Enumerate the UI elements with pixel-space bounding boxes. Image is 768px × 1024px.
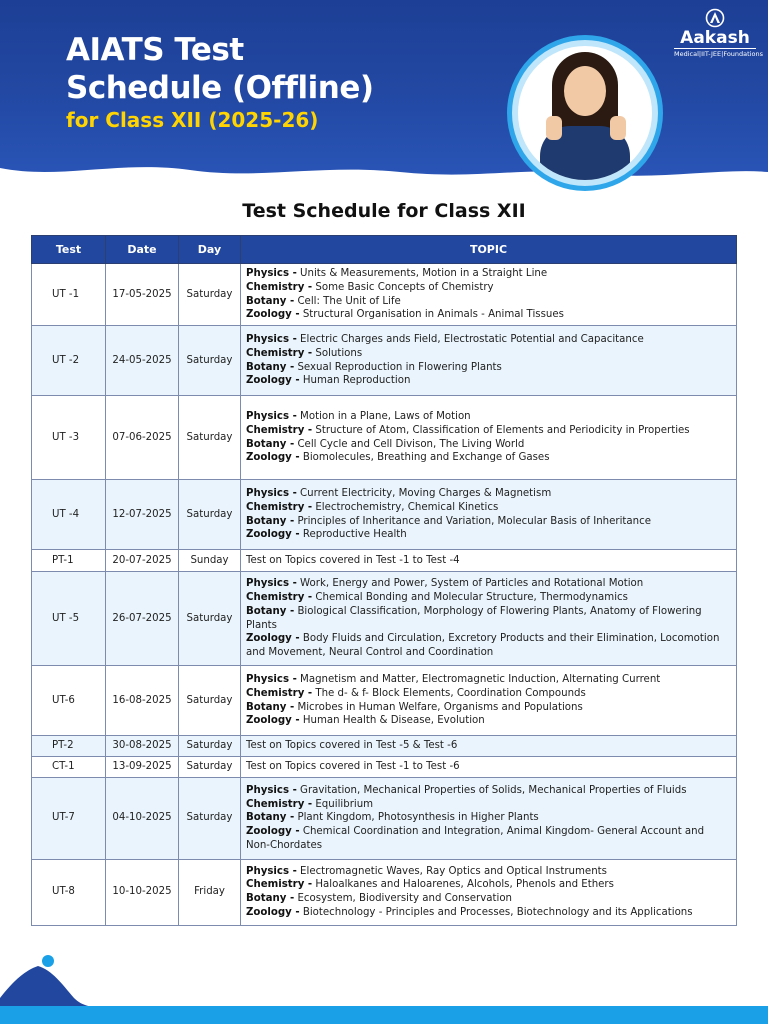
topic-text: Haloalkanes and Haloarenes, Alcohols, Phenols and Ethers xyxy=(315,879,614,891)
topic-line xyxy=(246,577,731,591)
topic-line xyxy=(246,374,731,388)
topic-text: Solutions xyxy=(315,347,363,359)
subject-label: Physics - xyxy=(246,268,297,279)
schedule-body xyxy=(32,264,737,926)
topic-line xyxy=(246,554,731,568)
subject-label: Chemistry - xyxy=(246,687,313,699)
topic-text: Magnetism and Matter, Electromagnetic Induction, Alternating Current xyxy=(300,674,661,686)
topic-line xyxy=(246,424,731,438)
subject-label: Chemistry - xyxy=(246,879,313,891)
table-row xyxy=(32,666,737,736)
topic-line xyxy=(246,501,731,515)
test-cell: UT -2 xyxy=(32,326,106,396)
date-cell: 07-06-2025 xyxy=(106,396,179,480)
topic-line xyxy=(246,451,731,465)
test-cell: CT-1 xyxy=(32,756,106,777)
topic-cell xyxy=(241,396,737,480)
topic-cell xyxy=(241,736,737,757)
day-cell: Friday xyxy=(179,859,241,925)
topic-text: Gravitation, Mechanical Properties of Solids, Mechanical Properties of Fluids xyxy=(300,784,687,796)
topic-line xyxy=(246,811,731,825)
test-cell: UT -3 xyxy=(32,396,106,480)
schedule-table xyxy=(31,235,737,926)
topic-text: Chemical Coordination and Integration, Animal Kingdom- General Account and Non-Chordates xyxy=(246,826,705,851)
page-title-line1: AIATS Test xyxy=(66,32,244,68)
topic-line xyxy=(246,295,731,309)
day-cell: Saturday xyxy=(179,666,241,736)
topic-line xyxy=(246,528,731,542)
day-cell: Saturday xyxy=(179,572,241,666)
topic-text: Ecosystem, Biodiversity and Conservation xyxy=(297,893,513,905)
topic-line xyxy=(246,361,731,375)
topic-cell xyxy=(241,756,737,777)
topic-line xyxy=(246,267,731,281)
topic-cell xyxy=(241,777,737,859)
topic-text: Equilibrium xyxy=(315,798,374,810)
topic-text: Human Reproduction xyxy=(302,375,411,387)
table-row xyxy=(32,264,737,326)
test-cell: UT-8 xyxy=(32,859,106,925)
subject-label: Botany - xyxy=(246,605,295,617)
date-cell: 10-10-2025 xyxy=(106,859,179,925)
topic-text: Motion in a Plane, Laws of Motion xyxy=(300,411,471,423)
subject-label: Botany - xyxy=(246,812,295,824)
subject-label: Botany - xyxy=(246,515,295,527)
topic-text: Sexual Reproduction in Flowering Plants xyxy=(297,361,502,373)
topic-line xyxy=(246,892,731,906)
subject-label: Chemistry - xyxy=(246,424,313,436)
topic-text: Cell Cycle and Cell Divison, The Living World xyxy=(297,438,525,450)
topic-text: Test on Topics covered in Test -1 to Test -4 xyxy=(246,554,460,566)
topic-text: Reproductive Health xyxy=(302,529,407,541)
topic-line xyxy=(246,410,731,424)
day-cell: Saturday xyxy=(179,480,241,550)
topic-cell xyxy=(241,572,737,666)
subject-label: Botany - xyxy=(246,893,295,905)
day-cell: Saturday xyxy=(179,396,241,480)
day-cell: Saturday xyxy=(179,326,241,396)
date-cell: 20-07-2025 xyxy=(106,550,179,572)
topic-text: Biological Classification, Morphology of Flowering Plants, Anatomy of Flowering Plants xyxy=(246,605,702,631)
topic-text: The d- & f- Block Elements, Coordination Compounds xyxy=(315,687,586,699)
table-header-row xyxy=(32,236,737,264)
person-face-shape xyxy=(564,66,606,116)
day-cell: Saturday xyxy=(179,264,241,326)
topic-line xyxy=(246,591,731,605)
subject-label: Chemistry - xyxy=(246,347,313,359)
topic-line xyxy=(246,865,731,879)
subject-label: Physics - xyxy=(246,784,297,796)
topic-cell xyxy=(241,480,737,550)
test-cell: UT-7 xyxy=(32,777,106,859)
subject-label: Botany - xyxy=(246,438,295,450)
topic-text: Electric Charges ands Field, Electrostatic Potential and Capacitance xyxy=(300,334,644,346)
footer-wave xyxy=(0,940,768,1024)
day-cell: Sunday xyxy=(179,550,241,572)
table-row xyxy=(32,326,737,396)
topic-text: Test on Topics covered in Test -1 to Test -6 xyxy=(246,760,460,772)
topic-line xyxy=(246,605,731,633)
subject-label: Physics - xyxy=(246,411,297,423)
topic-text: Current Electricity, Moving Charges & Magnetism xyxy=(300,488,552,500)
day-cell: Saturday xyxy=(179,777,241,859)
topic-text: Cell: The Unit of Life xyxy=(297,295,401,307)
subject-label: Zoology - xyxy=(246,907,300,919)
logo-tagline: Medical|IIT-JEE|Foundations xyxy=(674,50,763,58)
topic-line xyxy=(246,825,731,853)
test-cell: PT-1 xyxy=(32,550,106,572)
topic-text: Some Basic Concepts of Chemistry xyxy=(315,281,494,293)
table-row xyxy=(32,396,737,480)
subject-label: Physics - xyxy=(246,488,297,500)
subject-label: Chemistry - xyxy=(246,592,313,604)
table-row xyxy=(32,777,737,859)
date-cell: 16-08-2025 xyxy=(106,666,179,736)
topic-cell xyxy=(241,859,737,925)
topic-line xyxy=(246,714,731,728)
topic-text: Test on Topics covered in Test -5 & Test -6 xyxy=(246,740,458,752)
subject-label: Zoology - xyxy=(246,309,300,321)
subject-label: Botany - xyxy=(246,361,295,373)
topic-line xyxy=(246,333,731,347)
topic-cell xyxy=(241,326,737,396)
topic-text: Biomolecules, Breathing and Exchange of Gases xyxy=(302,452,550,464)
topic-cell xyxy=(241,550,737,572)
page-subtitle: for Class XII (2025-26) xyxy=(66,108,319,132)
topic-text: Chemical Bonding and Molecular Structure, Thermodynamics xyxy=(315,592,628,604)
test-cell: UT-6 xyxy=(32,666,106,736)
topic-line xyxy=(246,878,731,892)
subject-label: Zoology - xyxy=(246,633,300,645)
test-cell: UT -5 xyxy=(32,572,106,666)
topic-line xyxy=(246,673,731,687)
subject-label: Zoology - xyxy=(246,375,300,387)
column-header-date: Date xyxy=(106,236,179,264)
page-title-line2: Schedule (Offline) xyxy=(66,70,374,106)
topic-line xyxy=(246,739,731,753)
column-header-test: Test xyxy=(32,236,106,264)
topic-line xyxy=(246,347,731,361)
aakash-logo xyxy=(670,8,763,60)
table-row xyxy=(32,572,737,666)
date-cell: 17-05-2025 xyxy=(106,264,179,326)
logo-name: Aakash xyxy=(680,28,750,48)
day-cell: Saturday xyxy=(179,756,241,777)
topic-text: Human Health & Disease, Evolution xyxy=(302,715,485,727)
date-cell: 13-09-2025 xyxy=(106,756,179,777)
table-row xyxy=(32,480,737,550)
topic-line xyxy=(246,687,731,701)
topic-cell xyxy=(241,264,737,326)
subject-label: Physics - xyxy=(246,865,297,877)
table-row xyxy=(32,550,737,572)
subject-label: Chemistry - xyxy=(246,501,313,513)
subject-label: Chemistry - xyxy=(246,798,313,810)
topic-cell xyxy=(241,666,737,736)
subject-label: Zoology - xyxy=(246,529,300,541)
subject-label: Physics - xyxy=(246,334,297,346)
subject-label: Botany - xyxy=(246,701,295,713)
topic-line xyxy=(246,515,731,529)
topic-line xyxy=(246,487,731,501)
table-row xyxy=(32,756,737,777)
topic-line xyxy=(246,906,731,920)
topic-line xyxy=(246,784,731,798)
column-header-day: Day xyxy=(179,236,241,264)
header-wave-edge xyxy=(0,160,768,180)
topic-line xyxy=(246,308,731,322)
table-row xyxy=(32,736,737,757)
thumbs-up-left-icon xyxy=(546,116,562,140)
topic-text: Electrochemistry, Chemical Kinetics xyxy=(315,501,499,513)
date-cell: 26-07-2025 xyxy=(106,572,179,666)
date-cell: 24-05-2025 xyxy=(106,326,179,396)
table-title: Test Schedule for Class XII xyxy=(242,200,526,222)
topic-line xyxy=(246,632,731,660)
subject-label: Zoology - xyxy=(246,452,300,464)
test-cell: UT -4 xyxy=(32,480,106,550)
aakash-emblem-icon xyxy=(705,8,725,28)
topic-line xyxy=(246,438,731,452)
topic-line xyxy=(246,701,731,715)
day-cell: Saturday xyxy=(179,736,241,757)
subject-label: Physics - xyxy=(246,674,297,686)
topic-line xyxy=(246,281,731,295)
topic-line xyxy=(246,760,731,774)
test-cell: PT-2 xyxy=(32,736,106,757)
table-row xyxy=(32,859,737,925)
date-cell: 30-08-2025 xyxy=(106,736,179,757)
subject-label: Physics - xyxy=(246,578,297,590)
topic-text: Units & Measurements, Motion in a Straight Line xyxy=(300,268,548,279)
subject-label: Botany - xyxy=(246,295,295,307)
topic-text: Structure of Atom, Classification of Elements and Periodicity in Properties xyxy=(315,424,690,436)
topic-text: Principles of Inheritance and Variation, Molecular Basis of Inheritance xyxy=(297,515,651,527)
subject-label: Chemistry - xyxy=(246,281,313,293)
topic-text: Body Fluids and Circulation, Excretory Products and their Elimination, Locomotion and Movement, Neural Control and Coordination xyxy=(246,633,720,659)
topic-line xyxy=(246,798,731,812)
thumbs-up-right-icon xyxy=(610,116,626,140)
presenter-photo xyxy=(518,46,652,180)
subject-label: Zoology - xyxy=(246,715,300,727)
date-cell: 12-07-2025 xyxy=(106,480,179,550)
topic-text: Structural Organisation in Animals - Animal Tissues xyxy=(302,309,564,321)
column-header-topic: TOPIC xyxy=(241,236,737,264)
topic-text: Work, Energy and Power, System of Particles and Rotational Motion xyxy=(300,578,644,590)
test-cell: UT -1 xyxy=(32,264,106,326)
subject-label: Zoology - xyxy=(246,826,300,838)
topic-text: Biotechnology - Principles and Processes, Biotechnology and its Applications xyxy=(302,907,693,919)
date-cell: 04-10-2025 xyxy=(106,777,179,859)
topic-text: Plant Kingdom, Photosynthesis in Higher Plants xyxy=(297,812,539,824)
topic-text: Microbes in Human Welfare, Organisms and Populations xyxy=(297,701,583,713)
topic-text: Electromagnetic Waves, Ray Optics and Optical Instruments xyxy=(300,865,607,877)
